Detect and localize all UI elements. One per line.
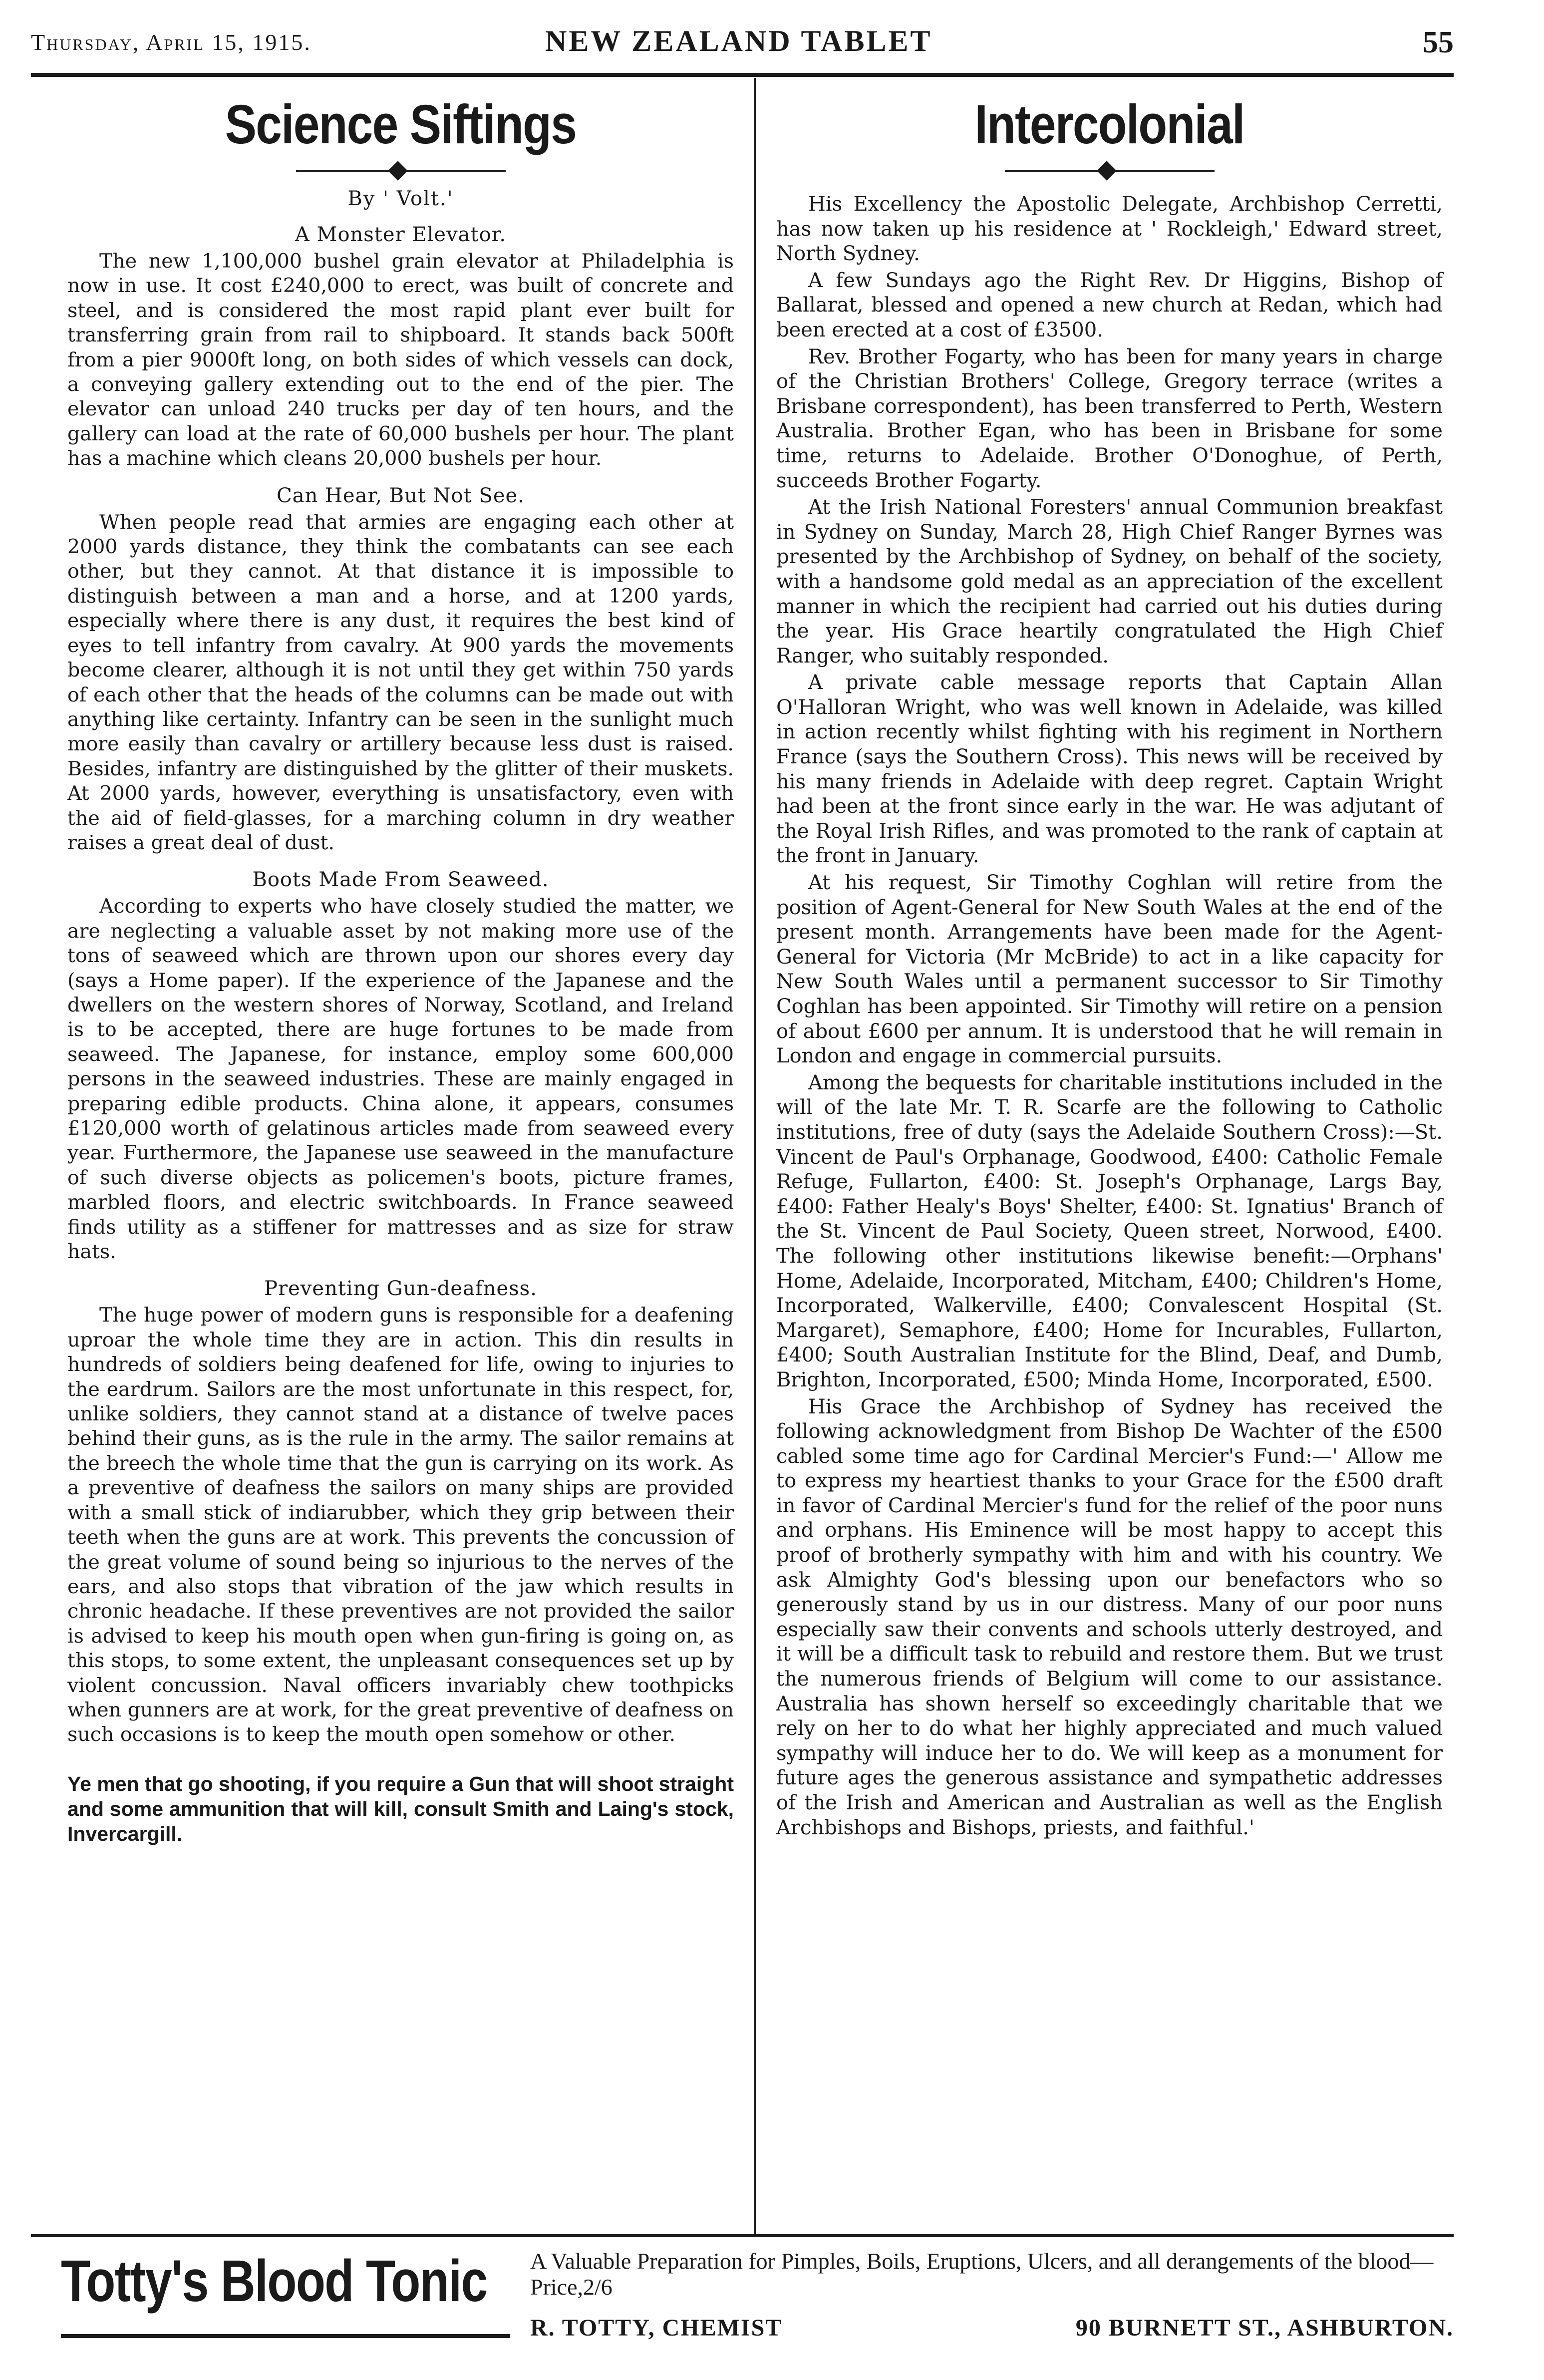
advert-contact — [530, 2314, 1454, 2342]
byline: By ' Volt.' — [347, 187, 454, 210]
news-paragraph: A few Sundays ago the Right Rev. Dr Higgins, Bishop of Ballarat, blessed and opened a new church at Redan, which had been erected at a cost of £3500. — [776, 269, 1443, 341]
article-paragraph: According to experts who have closely studied the matter, we are neglecting a valuable asset by not making more use of the tons of seaweed which are thrown upon our shores every day (says a Home paper). If the experience of the Japanese and the dwellers on the western shores of Norway, Scotland, and Ireland is to be accepted, there are huge fortunes to be made from seaweed. The Japanese, for instance, employ some 600,000 persons in the seaweed industries. These are mainly engaged in preparing edible products. China alone, it appears, consumes £120,000 worth of gelatinous articles made from seaweed every year. Furthermore, the Japanese use seaweed in the manufacture of such diverse objects as policemen's boots, picture frames, marbled floors, and electric switchboards. In France seaweed finds utility as a stiffener for mattresses and as size for straw hats. — [67, 895, 734, 1264]
article-paragraph: When people read that armies are engaging each other at 2000 yards distance, they think the combatants can see each other, but they cannot. At that distance it is impossible to distinguish between a man and a horse, and at 1200 yards, especially where there is any dust, it requires the best kind of eyes to tell infantry from cavalry. At 900 yards the movements become clearer, although it is not until they get within 750 yards of each other that the heads of the columns can be made out with anything like certainty. Infantry can be seen in the sunlight much more easily than cavalry or artillery because less dust is raised. Besides, infantry are distinguished by the glitter of their muskets. At 2000 yards, however, everything is unsatisfactory, even with the aid of field-glasses, for a marching column in dry weather raises a great deal of dust. — [67, 510, 734, 854]
advert-brand: Totty's Blood Tonic — [61, 2248, 487, 2314]
article-paragraph: The new 1,100,000 bushel grain elevator at Philadelphia is now in use. It cost £240,000 to erect, was built of concrete and steel, and is considered the most rapid plant ever built for transferring grain from rail to shipboard. It stands back 500ft from a pier 9000ft long, on both sides of which vessels can dock, a conveying gallery extending out to the end of the pier. The elevator can unload 240 trucks per day of ten hours, and the gallery can load at the rate of 60,000 bushels per hour. The plant has a machine which cleans 20,000 bushels per hour. — [67, 250, 734, 470]
section-heading: Preventing Gun-deafness. — [264, 1277, 537, 1301]
news-paragraph: At his request, Sir Timothy Coghlan will retire from the position of Agent-General for New South Wales at the end of the present month. Arrangements have been made for the Agent-General for Victoria (Mr McBride) to act in a like capacity for New South Wales until a permanent successor to Sir Timothy Coghlan has been appointed. Sir Timothy will retire on a pension of about £600 per annum. It is understood that he will remain in London and engage in commercial pursuits. — [776, 871, 1443, 1068]
article-section — [67, 484, 734, 856]
gunsmith-advertisement: Ye men that go shooting, if you require a Gun that will shoot straight and some ammunition that will kill, consult Smith and Laing's stock, Invercargill. — [67, 1772, 734, 1845]
news-paragraph: His Grace the Archbishop of Sydney has received the following acknowledgment from Bishop De Wachter of the £500 cabled some time ago for Cardinal Mercier's Fund:—' Allow me to express my heartiest thanks to your Grace for the £500 draft in favor of Cardinal Mercier's fund for the relief of the poor nuns and orphans. His Eminence will be most happy to accept this proof of brotherly sympathy with him and with his country. We ask Almighty God's blessing upon our benefactors who so generously stand by us in our distress. Many of our poor nuns especially saw their convents and schools utterly destroyed, and it will be a difficult task to rebuild and restore them. But we trust the numerous friends of Belgium will come to our assistance. Australia has shown herself so exceedingly charitable that we rely on her to do what her highly appreciated and much valued sympathy will induce her to do. We will keep as a monument for future ages the generous assistance and sympathetic addresses of the Irish and American and Australian as well as the English Archbishops and Bishops, priests, and faithful.' — [776, 1395, 1443, 1839]
news-paragraph: A private cable message reports that Captain Allan O'Halloran Wright, who was well known in Adelaide, was killed in action recently whilst fighting with his regiment in Northern France (says the Southern Cross). This news will be received by his many friends in Adelaide with deep regret. Captain Wright had been at the front since early in the war. He was adjutant of the Royal Irish Rifles, and was promoted to the rank of captain at the front in January. — [776, 671, 1443, 868]
science-siftings-column — [67, 90, 734, 1846]
section-heading: Boots Made From Seaweed. — [252, 868, 549, 892]
running-header — [31, 15, 1454, 70]
news-paragraph: His Excellency the Apostolic Delegate, Archbishop Cerretti, has now taken up his residence at ' Rockleigh,' Edward street, North Sydney. — [776, 193, 1443, 266]
news-paragraph: At the Irish National Foresters' annual Communion breakfast in Sydney on Sunday, March 28, High Chief Ranger Byrnes was presented by the Archbishop of Sydney, on behalf of the society, with a handsome gold medal as an appreciation of the excellent manner in which the recipient had carried out his duties during the year. His Grace heartily congratulated the High Chief Ranger, who suitably responded. — [776, 496, 1443, 668]
advert-brand-rule — [61, 2334, 510, 2338]
column-divider — [754, 78, 756, 2234]
ornamental-rule — [1005, 170, 1215, 172]
article-section — [67, 868, 734, 1264]
intercolonial-column — [776, 90, 1443, 1840]
news-paragraph: Rev. Brother Fogarty, who has been for many years in charge of the Christian Brothers' College, Gregory terrace (writes a Brisbane correspondent), has been transferred to Perth, Western Australia. Brother Egan, who has been in Brisbane for some time, returns to Adelaide. Brother O'Donoghue, of Perth, succeeds Brother Fogarty. — [776, 345, 1443, 492]
column-title: Science Siftings — [225, 94, 577, 155]
article-section — [67, 223, 734, 471]
advert-rule — [31, 2234, 1454, 2237]
article-section — [67, 1277, 734, 1747]
section-heading: A Monster Elevator. — [295, 223, 507, 246]
advert-address: 90 BURNETT ST., ASHBURTON. — [1075, 2315, 1454, 2341]
section-heading: Can Hear, But Not See. — [277, 484, 525, 507]
header-rule — [31, 73, 1454, 77]
article-paragraph: The huge power of modern guns is responsible for a deafening uproar the whole time they are in action. This din results in hundreds of soldiers being deafened for life, owing to injuries to the eardrum. Sailors are the most unfortunate in this respect, for, unlike soldiers, they cannot stand at a distance of twelve paces behind their guns, as is the rule in the army. The sailor remains at the breech the whole time that the gun is carrying on its work. As a preventive of deafness the sailors on many ships are provided with a small stick of indiarubber, which they grip between their teeth when the guns are at work. This prevents the concussion of the great volume of sound being so injurious to the nerves of the ears, and also stops that vibration of the jaw which results in chronic headache. If these preventives are not provided the sailor is advised to keep his mouth open when gun-firing is going on, as this stops, to some extent, the unpleasant consequences set up by violent concussion. Naval officers invariably chew toothpicks when gunners are at work, for the great preventive of deafness on such occasions is to keep the mouth open somehow or other. — [67, 1304, 734, 1746]
issue-date: Thursday, April 15, 1915. — [31, 29, 311, 55]
page-number: 55 — [1423, 25, 1454, 59]
publication-name: NEW ZEALAND TABLET — [545, 24, 932, 57]
blood-tonic-advertisement — [31, 2239, 1454, 2364]
column-title: Intercolonial — [974, 94, 1244, 155]
advert-description: A Valuable Preparation for Pimples, Boils, Eruptions, Ulcers, and all derangements of the blood—Price,2/6 — [530, 2248, 1434, 2300]
advert-chemist: R. TOTTY, CHEMIST — [530, 2315, 783, 2341]
ornamental-rule — [296, 170, 506, 172]
news-paragraph: Among the bequests for charitable institutions included in the will of the late Mr. T. R. Scarfe are the following to Catholic institutions, free of duty (says the Adelaide Southern Cross):—St. Vincent de Paul's Orphanage, Goodwood, £400: Catholic Female Refuge, Fullarton, £400: St. Joseph's Orphanage, Largs Bay, £400: Father Healy's Boys' Shelter, £400: St. Ignatius' Branch of the St. Vincent de Paul Society, Queen street, Norwood, £400. The following other institutions likewise benefit:—Orphans' Home, Adelaide, Incorporated, Mitcham, £400; Children's Home, Incorporated, Walkerville, £400; Convalescent Hospital (St. Margaret), Semaphore, £400; Home for Incurables, Fullarton, £400; South Australian Institute for the Blind, Deaf, and Dumb, Brighton, Incorporated, £500; Minda Home, Incorporated, £500. — [776, 1071, 1443, 1391]
